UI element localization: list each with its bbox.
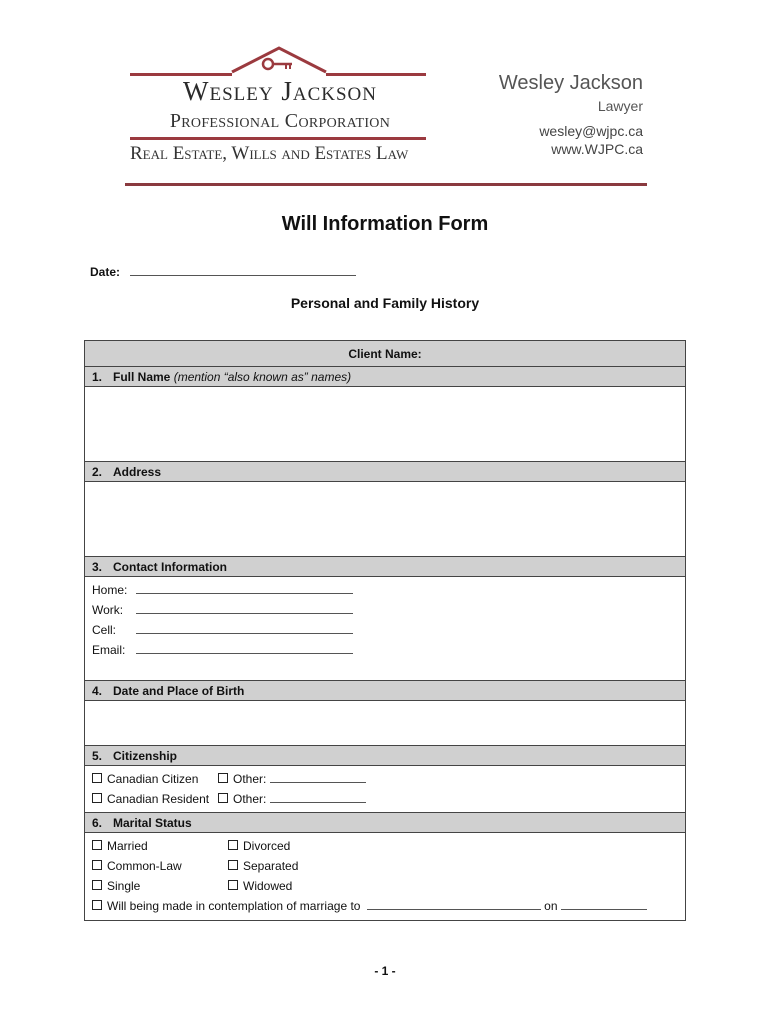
address-header: 2. Address [85,462,685,482]
other-2-blank[interactable] [270,790,366,803]
contact-cell-row: Cell: [85,620,685,640]
marriage-date-blank[interactable] [561,897,647,910]
citizenship-other-1: Other: [218,769,366,789]
lawyer-name: Wesley Jackson [498,72,643,94]
citizenship-body [85,766,685,813]
marital-row-3: Single Widowed [85,876,685,896]
work-phone-blank[interactable] [136,601,353,614]
address-field[interactable] [85,482,685,557]
marital-row-contemplation: Will being made in contemplation of marriage to on [85,896,685,916]
date-label: Date: [90,265,121,279]
citizenship-label: Citizenship [113,749,178,763]
firm-name: Wesley Jackson [183,76,377,106]
email-blank[interactable] [136,641,353,654]
house-key-icon [124,40,434,76]
header-divider [125,183,647,186]
checkbox-single[interactable] [92,880,102,890]
section-subtitle: Personal and Family History [290,295,480,311]
checkbox-other-1[interactable] [218,773,228,783]
page-number: - 1 - [374,964,396,978]
checkbox-contemplation-marriage[interactable] [92,900,102,910]
citizenship-header: 5. Citizenship [85,746,685,766]
lawyer-contact [499,70,643,158]
contact-home-row: Home: [85,580,685,600]
citizenship-row-2: Canadian Resident Other: [85,789,685,809]
firm-logo [124,40,434,170]
checkbox-separated[interactable] [228,860,238,870]
address-label: Address [113,465,162,479]
other-1-blank[interactable] [270,770,366,783]
checkbox-canadian-citizen[interactable] [92,773,102,783]
contact-email-row: Email: [85,640,685,660]
logo-rule-bottom [130,137,426,140]
contact-info-header: 3. Contact Information [85,557,685,577]
checkbox-widowed[interactable] [228,880,238,890]
contact-info-body [85,577,685,681]
marital-status-label: Marital Status [113,816,192,830]
full-name-header: 1. Full Name (mention “also known as” names) [85,367,685,387]
firm-corporation: Professional Corporation [169,110,391,132]
marital-status-body [85,833,685,920]
marital-row-1: Married Divorced [85,836,685,856]
lawyer-title: Lawyer [597,98,643,114]
full-name-note: (mention “also known as” names) [173,370,352,384]
checkbox-canadian-resident[interactable] [92,793,102,803]
home-phone-blank[interactable] [136,581,353,594]
lawyer-email: wesley@wjpc.ca [539,123,643,139]
form-title: Will Information Form [281,213,489,235]
spouse-name-blank[interactable] [367,897,541,910]
will-information-table [84,340,686,921]
client-name-header: Client Name: [85,341,685,367]
birth-label: Date and Place of Birth [113,684,245,698]
checkbox-divorced[interactable] [228,840,238,850]
marital-row-2: Common-Law Separated [85,856,685,876]
contact-info-label: Contact Information [113,560,227,574]
citizenship-other-2: Other: [218,789,366,809]
birth-header: 4. Date and Place of Birth [85,681,685,701]
date-field [90,264,356,279]
checkbox-other-2[interactable] [218,793,228,803]
date-blank[interactable] [130,264,356,276]
full-name-field[interactable] [85,387,685,462]
full-name-label: Full Name [113,370,171,384]
birth-field[interactable] [85,701,685,746]
contact-work-row: Work: [85,600,685,620]
lawyer-website: www.WJPC.ca [551,141,643,157]
firm-practice-areas: Real Estate, Wills and Estates Law [130,143,409,164]
checkbox-common-law[interactable] [92,860,102,870]
checkbox-married[interactable] [92,840,102,850]
cell-phone-blank[interactable] [136,621,353,634]
marital-status-header: 6. Marital Status [85,813,685,833]
citizenship-row-1: Canadian Citizen Other: [85,769,685,789]
